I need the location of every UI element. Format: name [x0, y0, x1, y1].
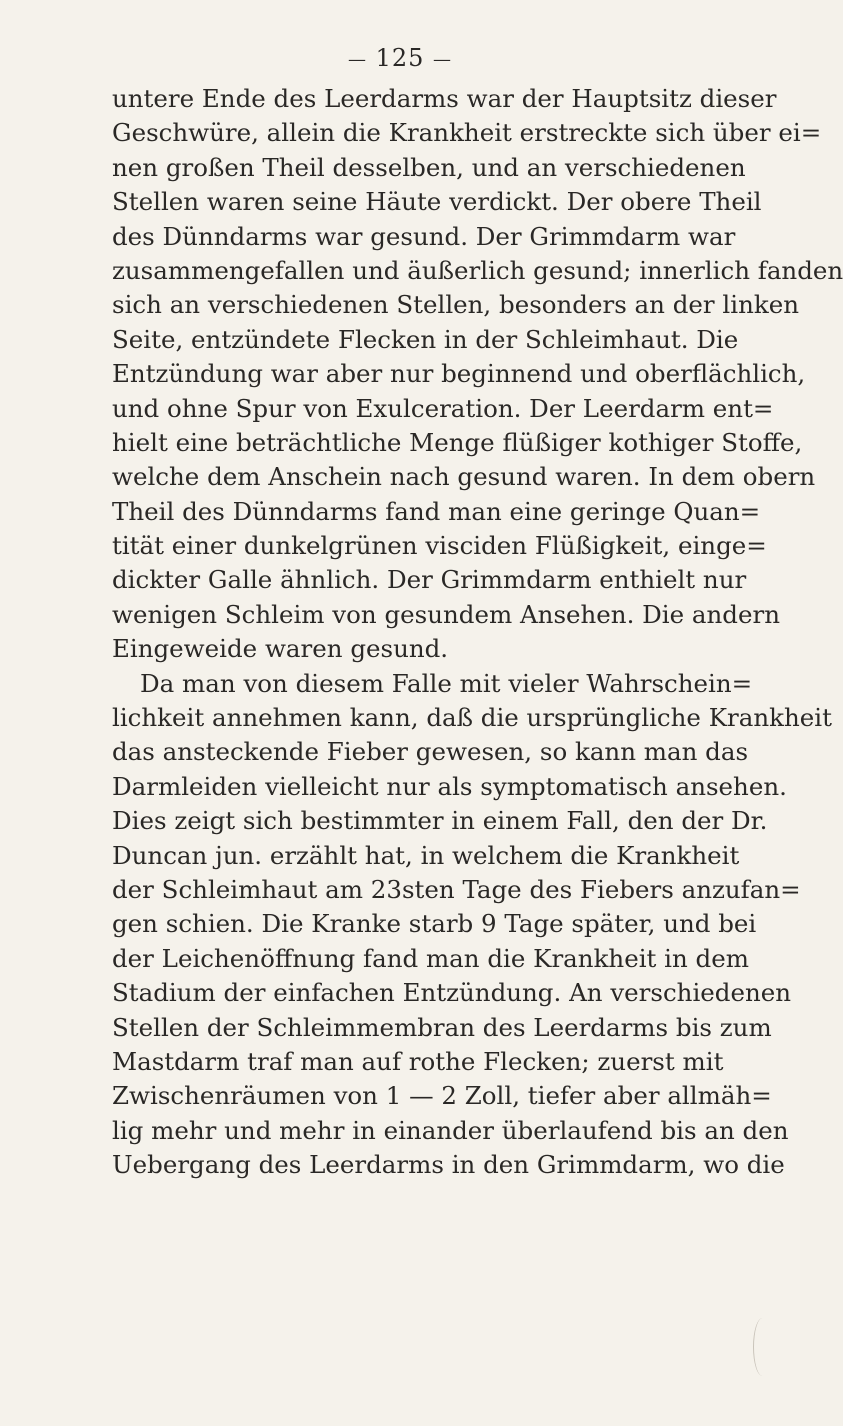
text-line: Darmleiden vielleicht nur als symptomatisch ansehen. [112, 771, 787, 801]
text-line: sich an verschiedenen Stellen, besonders an der linken [112, 290, 799, 320]
text-line: Stellen der Schleimmembran des Leerdarms bis zum [112, 1012, 772, 1042]
body-text [112, 82, 843, 1183]
text-line: und ohne Spur von Exulceration. Der Leerdarm ent= [112, 393, 774, 423]
text-line: Theil des Dünndarms fand man eine geringe Quan= [112, 496, 761, 526]
text-line-paragraph-start: Da man von diesem Falle mit vieler Wahrschein= [140, 668, 753, 698]
text-line: Seite, entzündete Flecken in der Schleimhaut. Die [112, 324, 739, 354]
text-line: Zwischenräumen von 1 — 2 Zoll, tiefer aber allmäh= [112, 1081, 772, 1111]
text-line: lig mehr und mehr in einander überlaufend bis an den [112, 1115, 789, 1145]
text-line-paragraph-end: Eingeweide waren gesund. [112, 634, 449, 664]
page-number-dash-right: — [433, 49, 453, 70]
page-number-dash-left: — [347, 49, 367, 70]
text-line: Dies zeigt sich bestimmter in einem Fall, den der Dr. [112, 806, 768, 836]
text-line: Geschwüre, allein die Krankheit erstreckte sich über ei= [112, 118, 822, 148]
text-line: wenigen Schleim von gesundem Ansehen. Die andern [112, 599, 780, 629]
margin-pencil-mark [753, 1318, 772, 1376]
text-line: gen schien. Die Kranke starb 9 Tage später, und bei [112, 909, 757, 939]
page-number [0, 44, 800, 72]
text-line: hielt eine beträchtliche Menge flüßiger kothiger Stoffe, [112, 427, 803, 457]
text-line: Entzündung war aber nur beginnend und oberflächlich, [112, 359, 806, 389]
text-line: untere Ende des Leerdarms war der Hauptsitz dieser [112, 84, 777, 113]
text-line: dickter Galle ähnlich. Der Grimmdarm enthielt nur [112, 565, 747, 595]
text-line: tität einer dunkelgrünen visciden Flüßigkeit, einge= [112, 531, 767, 561]
text-line: Uebergang des Leerdarms in den Grimmdarm, wo die [112, 1150, 785, 1180]
text-line: das ansteckende Fieber gewesen, so kann man das [112, 737, 749, 767]
text-line: lichkeit annehmen kann, daß die ursprüngliche Krankheit [112, 703, 832, 733]
text-line: Mastdarm traf man auf rothe Flecken; zuerst mit [112, 1046, 724, 1076]
text-line: zusammengefallen und äußerlich gesund; innerlich fanden [112, 255, 843, 285]
text-line: nen großen Theil desselben, und an verschiedenen [112, 152, 746, 182]
text-line: Duncan jun. erzählt hat, in welchem die Krankheit [112, 840, 740, 870]
text-line: der Schleimhaut am 23sten Tage des Fiebers anzufan= [112, 874, 801, 904]
text-line: welche dem Anschein nach gesund waren. In dem obern [112, 462, 816, 492]
page-number-value: 125 [375, 44, 425, 72]
text-line: Stadium der einfachen Entzündung. An verschiedenen [112, 978, 792, 1008]
text-line: der Leichenöffnung fand man die Krankheit in dem [112, 943, 749, 973]
text-line: des Dünndarms war gesund. Der Grimmdarm war [112, 221, 736, 251]
text-line: Stellen waren seine Häute verdickt. Der obere Theil [112, 187, 762, 217]
